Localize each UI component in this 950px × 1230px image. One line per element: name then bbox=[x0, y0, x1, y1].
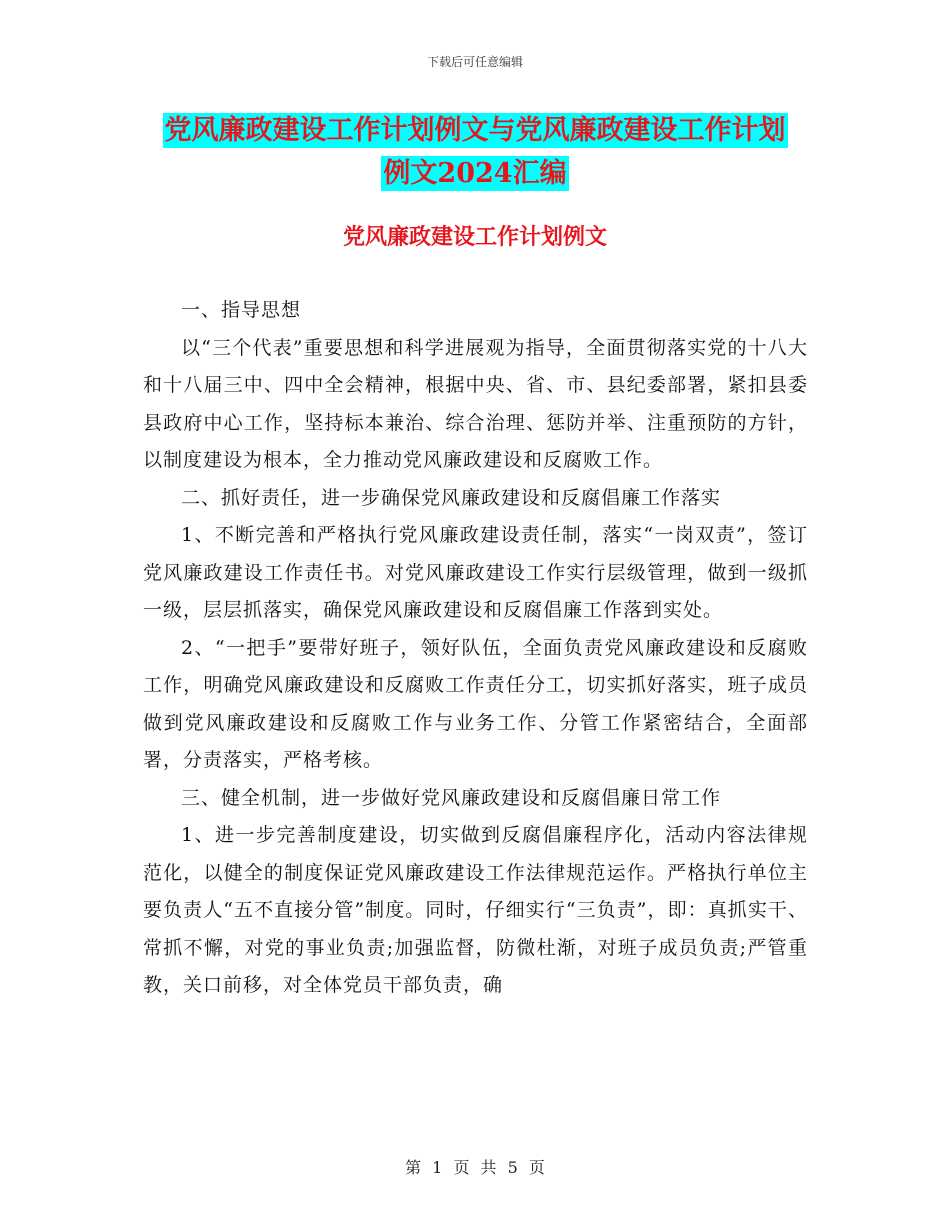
document-title-text-1: 党风廉政建设工作计划例文与党风廉政建设工作计划 bbox=[164, 115, 786, 146]
paragraph: 1、不断完善和严格执行党风廉政建设责任制，落实“一岗双责”，签订党风廉政建设工作责任书。对党风廉政建设工作实行层级管理，做到一级抓一级，层层抓落实，确保党风廉政建设和反腐倡廉工作落到实处。 bbox=[143, 524, 808, 621]
document-body bbox=[143, 292, 808, 1005]
page-header-note: 下载后可任意编辑 bbox=[426, 55, 523, 69]
paragraph: 1、进一步完善制度建设，切实做到反腐倡廉程序化，活动内容法律规范化，以健全的制度保证党风廉政建设工作法律规范运作。严格执行单位主要负责人“五不直接分管”制度。同时，仔细实行“三负责”，即：真抓实干、常抓不懈，对党的事业负责;加强监督，防微杜渐，对班子成员负责;严管重教，关口前移，对全体党员干部负责，确 bbox=[143, 824, 808, 996]
paragraph-responsibility-heading: 二、抓好责任，进一步确保党风廉政建设和反腐倡廉工作落实 bbox=[181, 486, 722, 509]
paragraph-mechanism-heading: 三、健全机制，进一步做好党风廉政建设和反腐倡廉日常工作 bbox=[181, 786, 722, 809]
paragraph: 2、“一把手”要带好班子，领好队伍，全面负责党风廉政建设和反腐败工作，明确党风廉政建设和反腐败工作责任分工，切实抓好落实，班子成员做到党风廉政建设和反腐败工作与业务工作、分管工作紧密结合，全面部署，分责落实，严格考核。 bbox=[143, 636, 808, 771]
paragraph-guiding-ideology-heading: 一、指导思想 bbox=[181, 299, 302, 321]
section-heading: 党风廉政建设工作计划例文 bbox=[342, 224, 607, 250]
document-title-text-2: 例文2024汇编 bbox=[383, 158, 567, 189]
paragraph: 以“三个代表”重要思想和科学进展观为指导，全面贯彻落实党的十八大和十八届三中、四中全会精神，根据中央、省、市、县纪委部署，紧扣县委县政府中心工作，坚持标本兼治、综合治理、惩防并举、注重预防的方针，以制度建设为根本，全力推动党风廉政建设和反腐败工作。 bbox=[143, 336, 808, 471]
document-title-line-2 bbox=[0, 156, 950, 192]
page-footer-number: 第 1 页 共 5 页 bbox=[405, 1158, 545, 1177]
document-title-line-1 bbox=[0, 113, 950, 149]
